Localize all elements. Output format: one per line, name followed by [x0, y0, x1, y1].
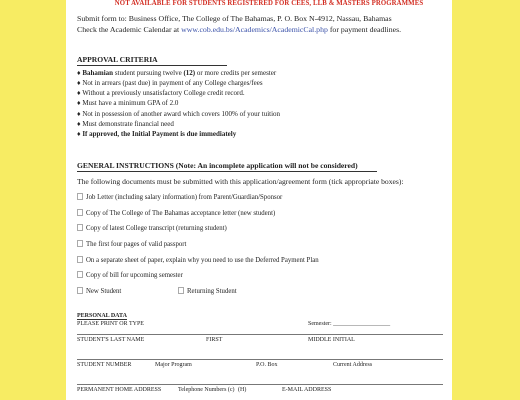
document-explanation[interactable]: On a separate sheet of paper, explain why you need to use the Deferred Payment Plan: [77, 256, 319, 264]
criterion-financial-need: ♦ Must demonstrate financial need: [77, 120, 174, 128]
criterion-nationality: ♦ Bahamian student pursuing twelve (12) or more credits per semester: [77, 69, 277, 77]
document-job-letter[interactable]: Job Letter (including salary information) from Parent/Guardian/Sponsor: [77, 193, 282, 201]
semester-field[interactable]: Semester: ___________________: [308, 321, 391, 327]
calendar-text-prefix: Check the Academic Calendar at: [77, 25, 182, 34]
personal-data-heading: PERSONAL DATA: [77, 313, 127, 319]
name-entry-line[interactable]: [77, 334, 443, 335]
checkbox[interactable]: [77, 256, 83, 263]
submit-instructions-line1: Submit form to: Business Office, The College of The Bahamas, P. O. Box N-4912, Nassau, Bahamas: [77, 14, 392, 23]
bullet-icon: ♦: [77, 99, 83, 107]
first-name-label: FIRST: [206, 337, 223, 343]
checkbox[interactable]: [77, 224, 83, 231]
checkbox[interactable]: [178, 287, 184, 294]
print-or-type-note: PLEASE PRINT OR TYPE: [77, 321, 144, 327]
documents-intro: The following documents must be submitted with this application/agreement form (tick appropriate boxes):: [77, 177, 404, 186]
calendar-text-suffix: for payment deadlines.: [327, 25, 402, 34]
eligibility-notice: NOT AVAILABLE FOR STUDENTS REGISTERED FOR CEES, LLB & MASTERS PROGRAMMES: [114, 0, 424, 7]
document-transcript[interactable]: Copy of latest College transcript (returning student): [77, 224, 227, 232]
new-student-option[interactable]: New Student: [77, 287, 121, 295]
document-passport[interactable]: The first four pages of valid passport: [77, 240, 186, 248]
criterion-other-award: ♦ Not in possession of another award which covers 100% of your tuition: [77, 110, 281, 118]
email-label: E-MAIL ADDRESS: [282, 387, 332, 393]
general-instructions-heading: GENERAL INSTRUCTIONS (Note: An incomplete application will not be considered): [77, 161, 377, 172]
current-address-label: Current Address: [333, 362, 373, 368]
checkbox[interactable]: [77, 193, 83, 200]
application-form-page: [66, 0, 452, 400]
checkbox[interactable]: [77, 271, 83, 278]
bullet-icon: ♦: [77, 110, 83, 118]
document-bill[interactable]: Copy of bill for upcoming semester: [77, 271, 183, 279]
approval-criteria-heading: APPROVAL CRITERIA: [77, 55, 227, 66]
checkbox[interactable]: [77, 240, 83, 247]
bullet-icon: ♦: [77, 79, 83, 87]
student-number-entry-line[interactable]: [77, 359, 443, 360]
major-program-label: Major Program: [155, 362, 192, 368]
bullet-icon: ♦: [77, 69, 83, 77]
checkbox[interactable]: [77, 287, 83, 294]
last-name-label: STUDENT'S LAST NAME: [77, 337, 145, 343]
bullet-icon: ♦: [77, 130, 83, 138]
po-box-label: P.O. Box: [256, 362, 278, 368]
criterion-arrears: ♦ Not in arrears (past due) in payment of any College charges/fees: [77, 79, 263, 87]
permanent-address-label: PERMANENT HOME ADDRESS: [77, 387, 162, 393]
criterion-credit-record: ♦ Without a previously unsatisfactory College credit record.: [77, 89, 245, 97]
document-acceptance-letter[interactable]: Copy of The College of The Bahamas acceptance letter (new student): [77, 209, 275, 217]
bullet-icon: ♦: [77, 120, 83, 128]
criterion-initial-payment: ♦ If approved, the Initial Payment is due immediately: [77, 130, 237, 138]
student-number-label: STUDENT NUMBER: [77, 362, 132, 368]
bullet-icon: ♦: [77, 89, 83, 97]
checkbox[interactable]: [77, 209, 83, 216]
criterion-gpa: ♦ Must have a minimum GPA of 2.0: [77, 99, 179, 107]
address-entry-line[interactable]: [77, 384, 443, 385]
middle-initial-label: MIDDLE INITIAL: [308, 337, 355, 343]
academic-calendar-link[interactable]: www.cob.edu.bs/Academics/AcademicCal.php: [181, 25, 328, 34]
home-phone-label: (H): [238, 387, 247, 393]
submit-instructions-line2: [77, 25, 401, 34]
returning-student-option[interactable]: Returning Student: [178, 287, 237, 295]
telephone-label: Telephone Numbers (c): [178, 387, 235, 393]
